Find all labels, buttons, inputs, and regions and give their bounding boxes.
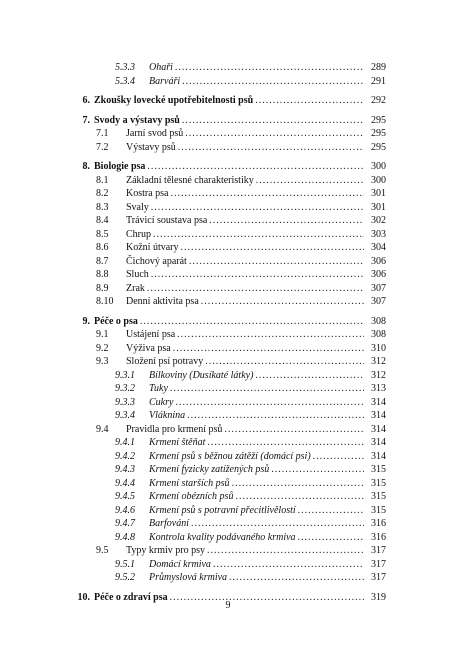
toc-entry-number: 10. xyxy=(77,591,90,603)
toc-entry xyxy=(70,295,386,309)
toc-entry-number: 8.6 xyxy=(96,242,109,253)
dot-leader xyxy=(205,355,364,369)
toc-entry xyxy=(70,127,386,141)
dot-leader xyxy=(175,61,364,75)
toc-entry-title: Zkoušky lovecké upotřebitelnosti psů xyxy=(94,95,254,106)
toc-entry-page: 314 xyxy=(371,437,386,448)
toc-entry xyxy=(70,214,386,228)
dot-leader xyxy=(313,450,364,464)
toc-entry-title: Péče o zdraví psa xyxy=(94,591,168,603)
toc-entry-title: Domácí krmiva xyxy=(149,558,211,570)
toc-entry-number: 9.5.1 xyxy=(115,558,135,570)
toc-entry-title: Ustájení psa xyxy=(126,329,176,340)
dot-leader xyxy=(147,160,364,174)
toc-entry xyxy=(70,504,386,518)
toc-entry-page: 306 xyxy=(371,269,386,280)
toc-entry-page: 304 xyxy=(371,242,386,253)
dot-leader xyxy=(187,409,364,423)
toc-entry-number: 8.8 xyxy=(96,269,109,280)
toc-entry-number: 8.1 xyxy=(96,174,109,186)
toc-entry xyxy=(70,268,386,282)
dot-leader xyxy=(175,396,364,410)
toc-entry-page: 314 xyxy=(371,410,386,421)
dot-leader xyxy=(140,315,364,329)
toc-entry-number: 9.3.4 xyxy=(115,410,135,421)
toc-entry-title: Výživa psa xyxy=(126,342,171,354)
toc-entry-page: 289 xyxy=(371,62,386,73)
toc-entry-page: 308 xyxy=(371,315,386,327)
toc-entry-title: Barváři xyxy=(149,75,181,87)
toc-entry xyxy=(70,477,386,491)
toc-entry-number: 7.2 xyxy=(96,141,109,153)
toc-entry-page: 310 xyxy=(371,342,386,354)
toc-entry xyxy=(70,342,386,356)
toc-entry-title: Cukry xyxy=(149,396,174,408)
toc-entry-page: 301 xyxy=(371,188,386,199)
toc-entry xyxy=(70,187,386,201)
toc-entry-number: 9.2 xyxy=(96,342,109,354)
toc-entry-title: Krmení starších psů xyxy=(149,477,230,489)
toc-entry xyxy=(70,315,386,329)
toc-entry-number: 9.1 xyxy=(96,329,109,340)
dot-leader xyxy=(209,214,364,228)
toc-entry-number: 9.4.1 xyxy=(115,437,135,448)
toc-entry xyxy=(70,490,386,504)
toc-entry-title: Jarní svod psů xyxy=(126,128,184,139)
toc-entry xyxy=(70,141,386,155)
toc-entry xyxy=(70,531,386,545)
dot-leader xyxy=(182,114,364,128)
toc-entry-number: 9.4.5 xyxy=(115,491,135,502)
toc-entry-title: Bílkoviny (Dusíkaté látky) xyxy=(149,369,254,381)
dot-leader xyxy=(170,382,364,396)
toc-entry-number: 9.5 xyxy=(96,545,109,556)
toc-entry-title: Zrak xyxy=(126,282,145,294)
dot-leader xyxy=(173,342,364,356)
toc-entry-number: 9.4.6 xyxy=(115,504,135,516)
toc-entry-number: 8.5 xyxy=(96,228,109,240)
toc-entry-page: 313 xyxy=(371,383,386,394)
toc-entry-page: 302 xyxy=(371,215,386,226)
toc-entry-title: Pravidla pro krmení psů xyxy=(126,423,223,435)
toc-entry-page: 319 xyxy=(371,591,386,603)
dot-leader xyxy=(191,517,364,531)
toc-entry-title: Péče o psa xyxy=(94,315,138,327)
toc-entry-number: 7. xyxy=(82,114,90,126)
toc-entry-title: Kostra psa xyxy=(126,188,169,199)
toc-entry-number: 9.3.1 xyxy=(115,369,135,381)
dot-leader xyxy=(298,531,364,545)
toc-entry xyxy=(70,228,386,242)
toc-entry-title: Složení psí potravy xyxy=(126,356,204,367)
toc-entry xyxy=(70,517,386,531)
dot-leader xyxy=(235,490,364,504)
toc-entry-title: Biologie psa xyxy=(94,161,146,172)
toc-entry-number: 9.3.3 xyxy=(115,396,135,408)
toc-entry-number: 8.9 xyxy=(96,282,109,294)
toc-entry-page: 315 xyxy=(371,491,386,502)
toc-entry-page: 291 xyxy=(371,75,386,87)
toc-entry-page: 315 xyxy=(371,464,386,475)
toc-entry xyxy=(70,558,386,572)
toc-entry-page: 301 xyxy=(371,201,386,213)
toc-entry-page: 292 xyxy=(371,95,386,106)
toc-entry-page: 303 xyxy=(371,228,386,240)
toc-entry-page: 317 xyxy=(371,545,386,556)
toc-entry-number: 9.4.3 xyxy=(115,464,135,475)
toc-entry xyxy=(70,544,386,558)
dot-leader xyxy=(298,504,364,518)
toc-entry-title: Výstavy psů xyxy=(126,141,176,153)
toc-entry-title: Svaly xyxy=(126,201,149,213)
toc-entry-number: 9.4.2 xyxy=(115,450,135,462)
toc-entry xyxy=(70,114,386,128)
dot-leader xyxy=(185,127,364,141)
toc-entry-page: 300 xyxy=(371,174,386,186)
toc-entry-number: 8.10 xyxy=(96,296,114,307)
toc-entry xyxy=(70,423,386,437)
dot-leader xyxy=(153,228,364,242)
toc-entry xyxy=(70,282,386,296)
page-number: 9 xyxy=(225,600,231,611)
toc-entry xyxy=(70,436,386,450)
toc-entry xyxy=(70,174,386,188)
toc-entry-page: 295 xyxy=(371,141,386,153)
toc-entry xyxy=(70,160,386,174)
table-of-contents xyxy=(70,61,386,604)
toc-entry-number: 5.3.4 xyxy=(115,75,135,87)
toc-entry xyxy=(70,355,386,369)
toc-entry xyxy=(70,75,386,89)
toc-entry-number: 9.5.2 xyxy=(115,572,135,583)
toc-entry-page: 314 xyxy=(371,396,386,408)
toc-entry-page: 317 xyxy=(371,572,386,583)
toc-entry-title: Tuky xyxy=(149,383,168,394)
toc-entry-title: Krmení fyzicky zatížených psů xyxy=(149,464,270,475)
toc-entry-page: 314 xyxy=(371,450,386,462)
toc-entry-page: 307 xyxy=(371,282,386,294)
dot-leader xyxy=(213,558,364,572)
toc-entry-number: 5.3.3 xyxy=(115,62,135,73)
toc-entry-title: Chrup xyxy=(126,228,151,240)
dot-leader xyxy=(177,328,364,342)
dot-leader xyxy=(189,255,364,269)
toc-entry-title: Svody a výstavy psů xyxy=(94,114,180,126)
toc-entry-title: Sluch xyxy=(126,269,149,280)
dot-leader xyxy=(151,268,364,282)
toc-entry-number: 8.4 xyxy=(96,215,109,226)
dot-leader xyxy=(207,544,364,558)
toc-entry-page: 316 xyxy=(371,531,386,543)
dot-leader xyxy=(182,75,364,89)
toc-entry xyxy=(70,396,386,410)
dot-leader xyxy=(229,571,364,585)
toc-entry-number: 9. xyxy=(82,315,90,327)
dot-leader xyxy=(201,295,364,309)
dot-leader xyxy=(232,477,364,491)
toc-entry-page: 306 xyxy=(371,255,386,267)
toc-entry-page: 315 xyxy=(371,504,386,516)
toc-entry-title: Vláknina xyxy=(149,410,186,421)
dot-leader xyxy=(178,141,364,155)
toc-entry xyxy=(70,409,386,423)
toc-entry-title: Průmyslová krmiva xyxy=(149,572,228,583)
toc-entry-number: 9.3 xyxy=(96,356,109,367)
toc-entry xyxy=(70,201,386,215)
toc-entry-number: 6. xyxy=(82,95,90,106)
dot-leader xyxy=(181,241,365,255)
dot-leader xyxy=(147,282,364,296)
toc-entry xyxy=(70,94,386,108)
toc-entry-page: 295 xyxy=(371,128,386,139)
toc-entry-page: 312 xyxy=(371,356,386,367)
toc-entry-page: 307 xyxy=(371,296,386,307)
dot-leader xyxy=(255,94,364,108)
toc-entry-page: 315 xyxy=(371,477,386,489)
dot-leader xyxy=(151,201,364,215)
toc-entry-page: 295 xyxy=(371,114,386,126)
toc-entry-number: 9.3.2 xyxy=(115,383,135,394)
toc-entry-page: 314 xyxy=(371,423,386,435)
toc-entry xyxy=(70,369,386,383)
toc-entry-title: Základní tělesné charakteristiky xyxy=(126,174,254,186)
toc-entry xyxy=(70,571,386,585)
toc-entry-number: 9.4.4 xyxy=(115,477,135,489)
toc-entry-title: Krmení psů s běžnou zátěží (domácí psi) xyxy=(149,450,311,462)
toc-entry-number: 9.4.7 xyxy=(115,518,135,529)
toc-entry-title: Čichový aparát xyxy=(126,255,187,267)
toc-entry xyxy=(70,382,386,396)
dot-leader xyxy=(256,174,364,188)
toc-entry-number: 8.2 xyxy=(96,188,109,199)
toc-entry-title: Ohaři xyxy=(149,62,173,73)
toc-entry-page: 308 xyxy=(371,329,386,340)
dot-leader xyxy=(171,187,365,201)
toc-entry-page: 316 xyxy=(371,518,386,529)
dot-leader xyxy=(271,463,364,477)
dot-leader xyxy=(255,369,364,383)
toc-entry-page: 300 xyxy=(371,161,386,172)
toc-entry-title: Kožní útvary xyxy=(126,242,179,253)
toc-entry-title: Krmení obézních psů xyxy=(149,491,234,502)
toc-entry-title: Krmení štěňat xyxy=(149,437,206,448)
dot-leader xyxy=(207,436,364,450)
toc-entry-number: 8. xyxy=(82,161,90,172)
toc-entry-title: Barfování xyxy=(149,518,189,529)
toc-entry-number: 9.4 xyxy=(96,423,109,435)
toc-entry xyxy=(70,450,386,464)
toc-entry xyxy=(70,463,386,477)
toc-entry-number: 7.1 xyxy=(96,128,109,139)
toc-entry xyxy=(70,328,386,342)
toc-entry xyxy=(70,241,386,255)
toc-entry-number: 8.3 xyxy=(96,201,109,213)
dot-leader xyxy=(224,423,364,437)
toc-entry-title: Typy krmiv pro psy xyxy=(126,545,206,556)
toc-entry-title: Krmení psů s potravní přecitlivělostí xyxy=(149,504,296,516)
toc-entry xyxy=(70,255,386,269)
toc-entry xyxy=(70,61,386,75)
toc-entry-number: 8.7 xyxy=(96,255,109,267)
toc-entry-page: 312 xyxy=(371,369,386,381)
toc-entry-title: Kontrola kvality podávaného krmiva xyxy=(149,531,296,543)
toc-entry-title: Denní aktivita psa xyxy=(126,296,199,307)
toc-entry-number: 9.4.8 xyxy=(115,531,135,543)
toc-entry-page: 317 xyxy=(371,558,386,570)
toc-entry-title: Trávicí soustava psa xyxy=(126,215,208,226)
